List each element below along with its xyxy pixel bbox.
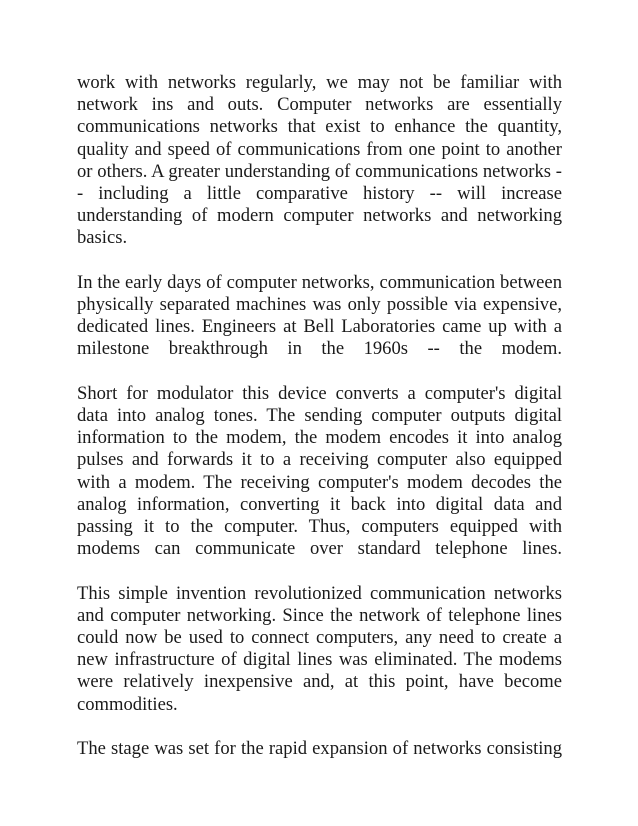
paragraph-network-basics: work with networks regularly, we may not be familiar with network ins and outs. Computer networks are essentially communications networks that exist to enhance the quantity, quality and speed of communications from one point to another or others. A greater understanding of communications networks -- including a little comparative history -- will increase understanding of modern computer networks and networking basics. <box>77 72 562 249</box>
paragraph-network-expansion: The stage was set for the rapid expansion of networks consisting <box>77 738 562 760</box>
paragraph-modulator-description: Short for modulator this device converts a computer's digital data into analog tones. The sending computer outputs digital information to the modem, the modem encodes it into analog pulses and forwards it to a receiving computer also equipped with a modem. The receiving computer's modem decodes the analog information, converting it back into digital data and passing it to the computer. Thus, computers equipped with modems can communicate over standard telephone lines. <box>77 382 562 560</box>
paragraph-invention-impact: This simple invention revolutionized communication networks and computer networking. Since the network of telephone lines could now be used to connect computers, any need to create a new infrastructure of digital lines was eliminated. The modems were relatively inexpensive and, at this point, have become commodities. <box>77 582 562 715</box>
paragraph-early-days-modem: In the early days of computer networks, communication between physically separated machines was only possible via expensive, dedicated lines. Engineers at Bell Laboratories came up with a milestone breakthrough in the 1960s -- the modem. <box>77 271 562 360</box>
document-page <box>77 72 562 760</box>
